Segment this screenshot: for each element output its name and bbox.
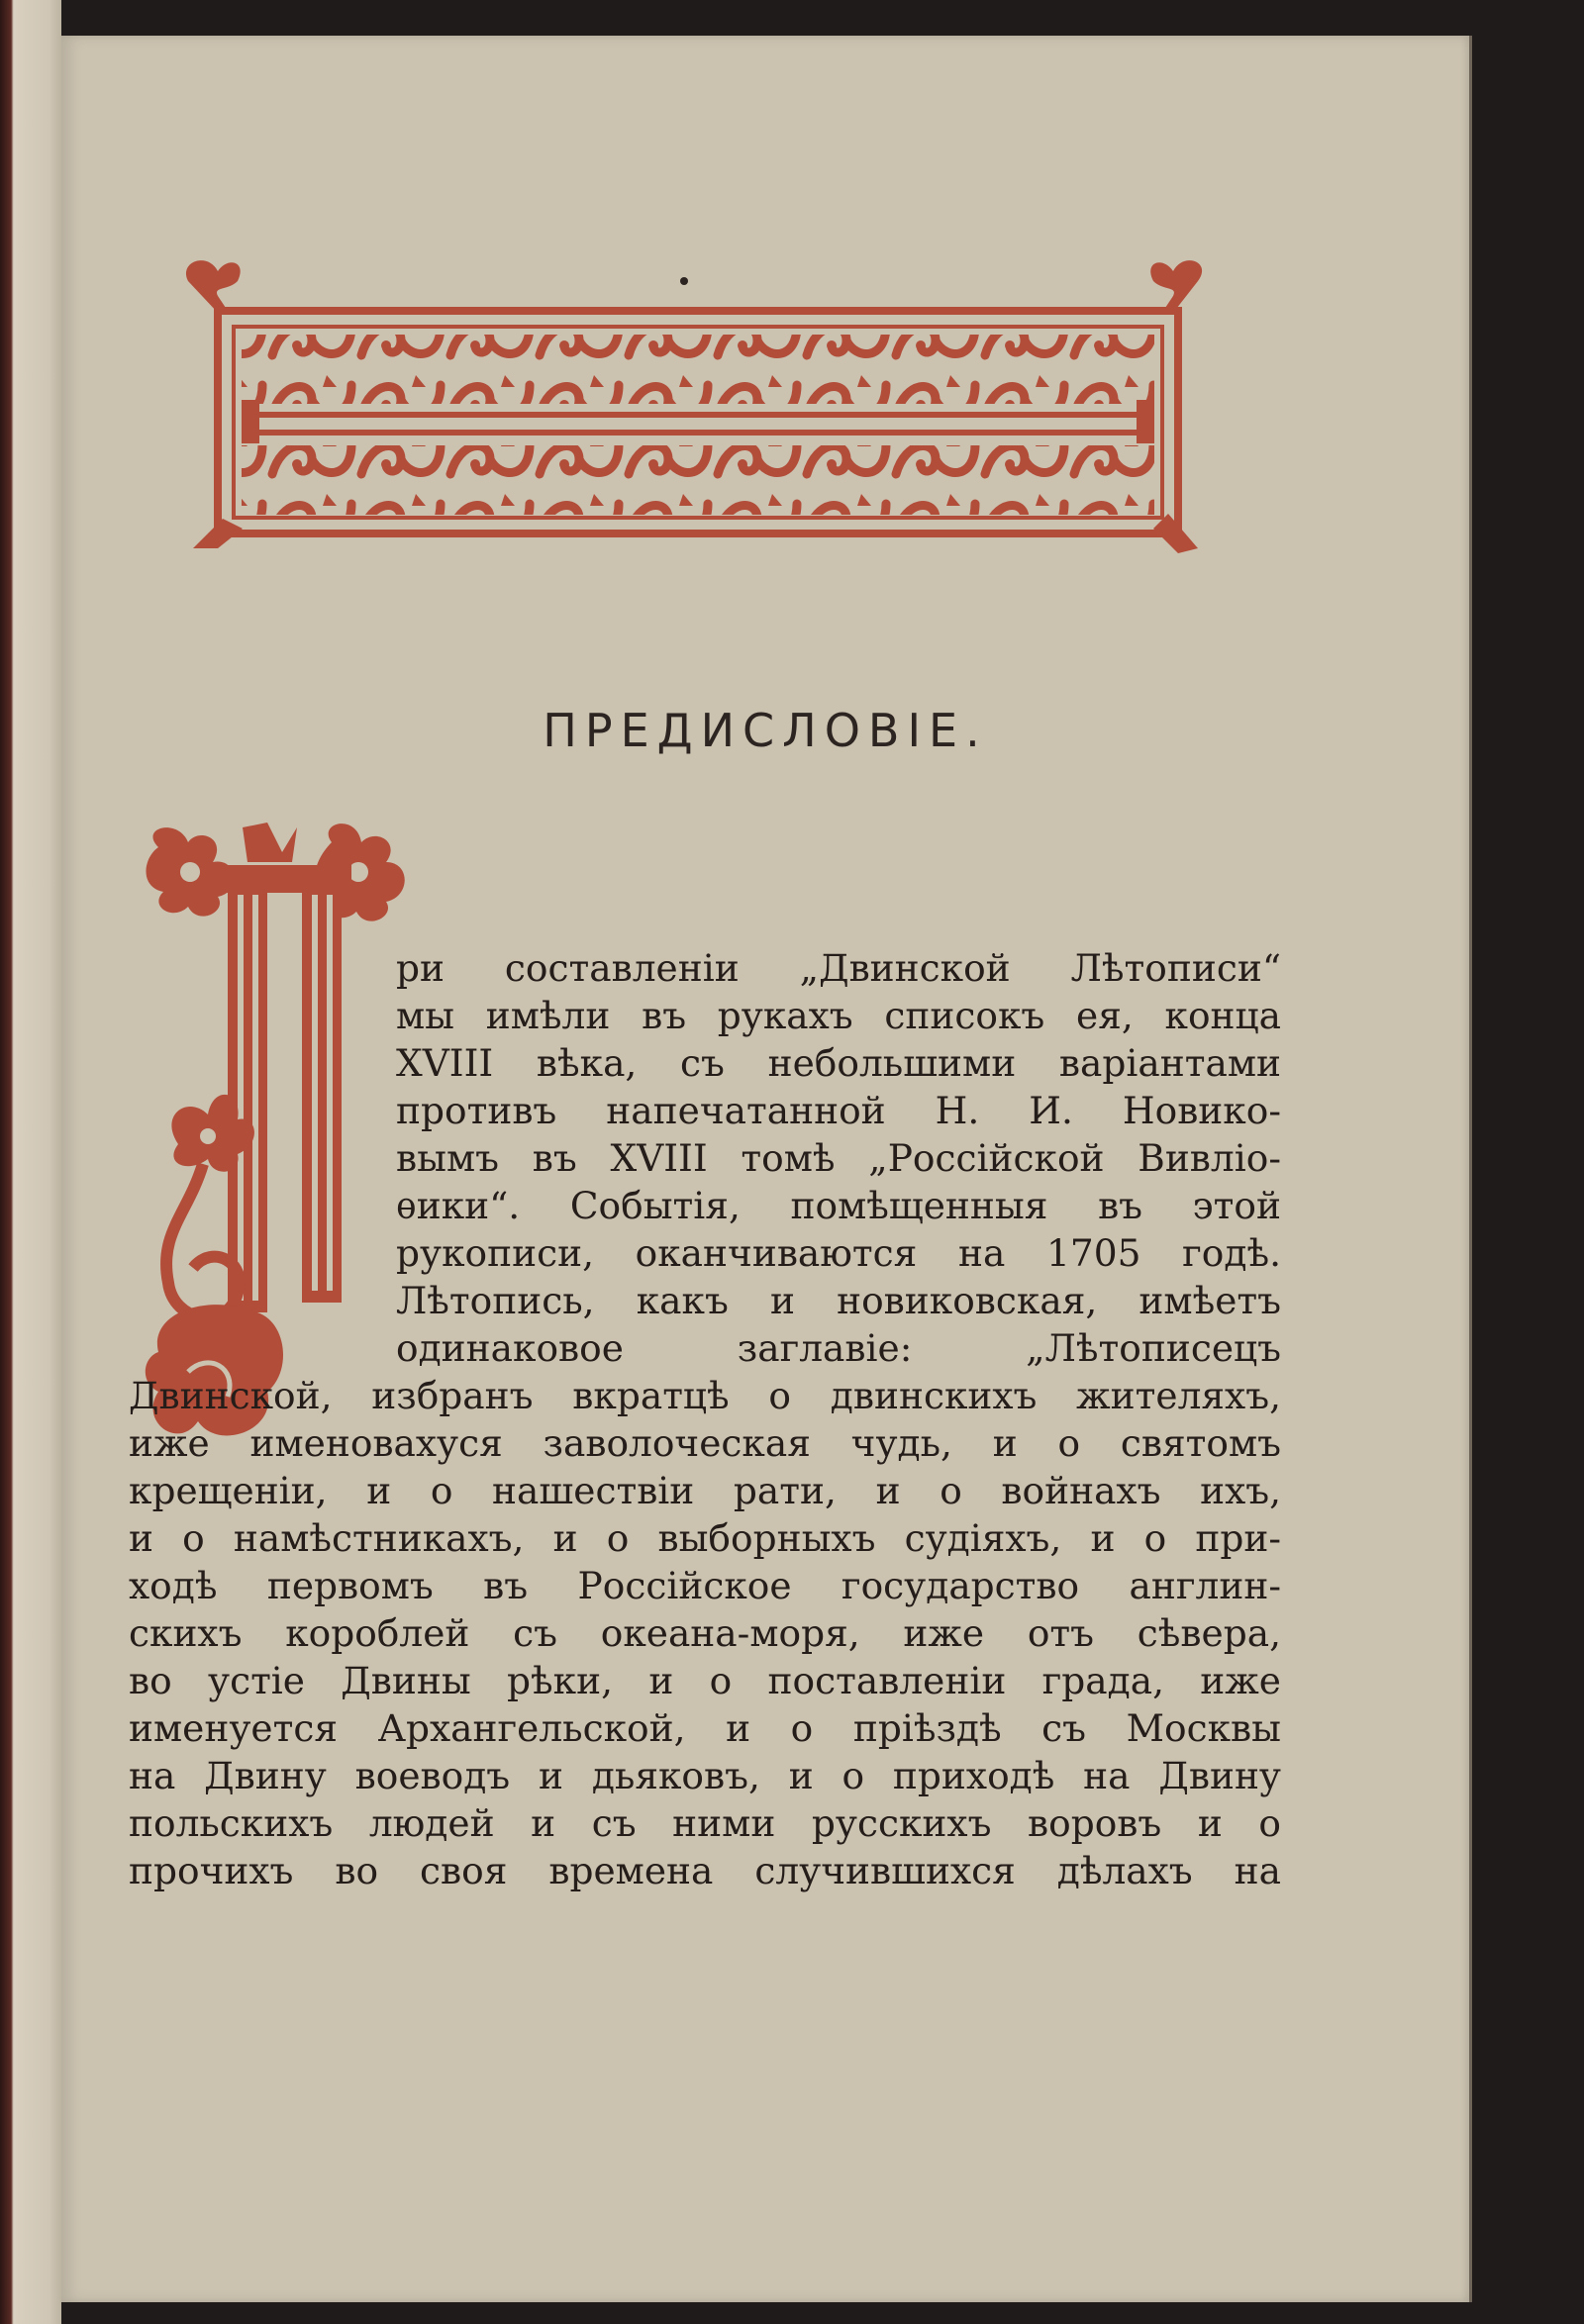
text-line: ходѣ первомъ въ Россiйское государство англин- <box>129 1564 1281 1607</box>
text-line: вымъ въ XVIII томѣ „Россiйской Вивлiо- <box>396 1136 1281 1180</box>
text-line: рукописи, оканчиваются на 1705 годѣ. <box>396 1231 1281 1275</box>
text-line: ѳики“. Событiя, помѣщенныя въ этой <box>396 1184 1281 1227</box>
page-title: ПРЕДИСЛОВIЕ. <box>543 704 988 757</box>
text-line: противъ напечатанной Н. И. Новико- <box>396 1089 1281 1132</box>
book-page <box>61 36 1472 2302</box>
text-line: прочихъ во своя времена случившихся дѣлахъ на <box>129 1849 1281 1892</box>
text-line: Лѣтопись, какъ и новиковская, имѣетъ <box>396 1279 1281 1322</box>
text-line: польскихъ людей и съ ними русскихъ воровъ и о <box>129 1801 1281 1845</box>
text-line: скихъ короблей съ океана-моря, иже отъ сѣвера, <box>129 1611 1281 1655</box>
text-line: и о намѣстникахъ, и о выборныхъ судiяхъ, и о при- <box>129 1516 1281 1560</box>
text-line: крещенiи, и о нашествiи рати, и о войнахъ ихъ, <box>129 1469 1281 1512</box>
text-line: иже именовахуся заволоческая чудь, и о святомъ <box>129 1421 1281 1465</box>
text-line: XVIII вѣка, съ небольшими варiантами <box>396 1041 1281 1085</box>
corner-flourish-top-left <box>186 260 241 313</box>
ink-dot <box>680 277 688 285</box>
text-line: на Двину воеводъ и дьяковъ, и о приходѣ на Двину <box>129 1754 1281 1797</box>
book-spine-edge <box>0 0 61 2324</box>
text-line: во устiе Двины рѣки, и о поставленiи града, иже <box>129 1659 1281 1702</box>
corner-flourish-top-right <box>1150 260 1202 313</box>
ornamental-headpiece <box>178 251 1218 568</box>
text-line: Двинской, избранъ вкратцѣ о двинскихъ жителяхъ, <box>129 1374 1281 1417</box>
text-line: одинаковое заглавiе: „Лѣтописецъ <box>396 1326 1281 1370</box>
text-line: ри составленiи „Двинской Лѣтописи“ <box>396 946 1281 990</box>
text-line: именуется Архангельской, и о прiѣздѣ съ Москвы <box>129 1706 1281 1750</box>
text-line: мы имѣли въ рукахъ списокъ ея, конца <box>396 994 1281 1037</box>
